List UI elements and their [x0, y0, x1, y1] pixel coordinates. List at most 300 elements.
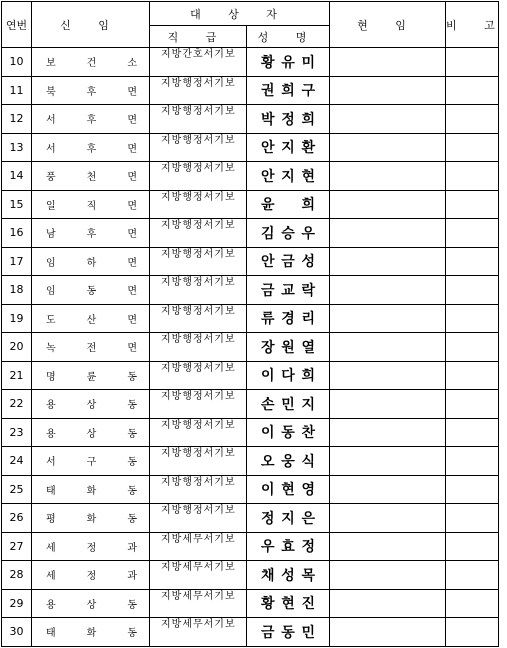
text-char: 지	[301, 396, 315, 413]
table-row	[2, 133, 499, 162]
header-remarks: 비 고	[446, 2, 499, 48]
name-cell	[247, 162, 330, 191]
name-cell	[247, 447, 330, 476]
current-post-cell	[330, 190, 446, 219]
name-cell	[247, 390, 330, 419]
text-char: 동	[281, 624, 295, 641]
remarks-cell	[446, 532, 499, 561]
text-char: 효	[281, 539, 295, 556]
remarks-cell	[446, 333, 499, 362]
text-char: 동	[127, 599, 137, 611]
grade-cell	[150, 561, 247, 590]
text-char: 정	[86, 542, 97, 554]
grade-cell	[150, 333, 247, 362]
spaced-text	[32, 510, 149, 525]
grade-cell	[150, 589, 247, 618]
grade-cell	[150, 447, 247, 476]
current-post-cell	[330, 276, 446, 305]
grade-cell	[150, 276, 247, 305]
remarks-cell	[446, 276, 499, 305]
text-char: 리	[301, 311, 315, 328]
text-char: 희	[301, 368, 315, 385]
text-char: 승	[281, 225, 295, 242]
name-cell	[247, 532, 330, 561]
grade-cell	[150, 361, 247, 390]
name-cell	[247, 133, 330, 162]
text-char: 성	[301, 254, 315, 271]
grade-text: 지방행정서기보	[161, 448, 236, 459]
row-number: 23	[2, 418, 32, 447]
row-number: 22	[2, 390, 32, 419]
name-cell	[247, 618, 330, 647]
current-post-cell	[330, 418, 446, 447]
table-row	[2, 532, 499, 561]
new-post-cell	[32, 276, 150, 305]
new-post-cell	[32, 219, 150, 248]
grade-cell	[150, 133, 247, 162]
row-number: 11	[2, 76, 32, 105]
spaced-text	[247, 565, 329, 585]
text-char: 면	[127, 343, 137, 355]
current-post-cell	[330, 105, 446, 134]
grade-cell	[150, 247, 247, 276]
roster-body	[2, 48, 499, 647]
text-char: 구	[301, 83, 315, 100]
text-char: 영	[301, 482, 315, 499]
text-char: 후	[86, 143, 97, 155]
text-char: 환	[301, 140, 315, 157]
grade-cell	[150, 504, 247, 533]
text-char: 지	[281, 140, 295, 157]
remarks-cell	[446, 190, 499, 219]
text-char: 권	[261, 83, 275, 100]
text-char: 서	[46, 115, 56, 127]
current-post-cell	[330, 618, 446, 647]
text-char: 희	[301, 111, 315, 128]
text-char: 원	[281, 339, 295, 356]
name-cell	[247, 276, 330, 305]
spaced-text	[247, 166, 329, 186]
row-number: 28	[2, 561, 32, 590]
text-char: 희	[301, 197, 315, 214]
spaced-text	[32, 311, 149, 326]
table-row	[2, 105, 499, 134]
new-post-cell	[32, 304, 150, 333]
text-char: 동	[127, 457, 137, 469]
text-char: 김	[261, 225, 275, 242]
name-cell	[247, 504, 330, 533]
row-number: 29	[2, 589, 32, 618]
spaced-text	[247, 508, 329, 528]
new-post-cell	[32, 418, 150, 447]
spaced-text	[32, 539, 149, 554]
table-row	[2, 475, 499, 504]
new-post-cell	[32, 247, 150, 276]
name-cell	[247, 76, 330, 105]
text-char: 류	[261, 311, 275, 328]
text-char: 동	[127, 514, 137, 526]
text-char: 산	[86, 314, 97, 326]
text-char: 전	[86, 343, 97, 355]
grade-text: 지방행정서기보	[161, 362, 236, 374]
text-char: 락	[301, 282, 315, 299]
name-cell	[247, 418, 330, 447]
spaced-text	[32, 624, 149, 639]
table-row	[2, 361, 499, 390]
table-row	[2, 333, 499, 362]
text-char: 면	[127, 314, 137, 326]
row-number: 17	[2, 247, 32, 276]
row-number: 14	[2, 162, 32, 191]
header-grade: 직 급	[150, 26, 247, 48]
spaced-text	[32, 140, 149, 155]
remarks-cell	[446, 361, 499, 390]
current-post-cell	[330, 361, 446, 390]
text-char: 황	[261, 596, 275, 613]
text-char: 보	[46, 58, 56, 70]
text-char: 진	[301, 596, 315, 613]
text-char: 륜	[86, 371, 97, 383]
grade-text: 지방행정서기보	[161, 305, 236, 317]
spaced-text	[247, 622, 329, 642]
text-char: 면	[127, 200, 137, 212]
spaced-text	[32, 567, 149, 582]
text-char: 면	[127, 143, 137, 155]
row-number: 10	[2, 48, 32, 77]
name-cell	[247, 333, 330, 362]
grade-cell	[150, 532, 247, 561]
grade-text: 지방세무서기보	[161, 562, 236, 573]
spaced-text	[32, 254, 149, 269]
text-char: 목	[301, 567, 315, 584]
grade-text: 지방행정서기보	[161, 248, 236, 260]
name-cell	[247, 247, 330, 276]
row-number: 16	[2, 219, 32, 248]
current-post-cell	[330, 390, 446, 419]
personnel-table	[1, 1, 507, 647]
grade-text: 지방행정서기보	[161, 191, 236, 203]
text-char: 채	[261, 567, 275, 584]
table-row	[2, 304, 499, 333]
current-post-cell	[330, 589, 446, 618]
text-char: 명	[46, 371, 56, 383]
grade-cell	[150, 190, 247, 219]
table-row	[2, 48, 499, 77]
table-row	[2, 504, 499, 533]
text-char: 성	[281, 567, 295, 584]
name-cell	[247, 561, 330, 590]
text-char: 식	[301, 453, 315, 470]
text-char: 과	[127, 542, 137, 554]
text-char: 현	[281, 482, 295, 499]
grade-text: 지방행정서기보	[161, 277, 236, 288]
text-char: 은	[301, 510, 315, 527]
text-char: 임	[46, 286, 56, 298]
spaced-text	[247, 137, 329, 157]
grade-cell	[150, 105, 247, 134]
text-char: 이	[261, 425, 275, 442]
name-cell	[247, 105, 330, 134]
spaced-text	[247, 194, 329, 214]
row-number: 12	[2, 105, 32, 134]
text-char: 민	[301, 624, 315, 641]
spaced-text	[247, 394, 329, 414]
new-post-cell	[32, 48, 150, 77]
current-post-cell	[330, 247, 446, 276]
grade-text: 지방행정서기보	[161, 220, 236, 231]
text-char: 동	[127, 371, 137, 383]
grade-cell	[150, 48, 247, 77]
text-char: 소	[127, 58, 137, 70]
text-char: 안	[261, 168, 275, 185]
name-cell	[247, 589, 330, 618]
new-post-cell	[32, 105, 150, 134]
spaced-text	[32, 368, 149, 383]
text-char: 건	[86, 58, 97, 70]
spaced-text	[247, 280, 329, 300]
row-number: 26	[2, 504, 32, 533]
spaced-text	[32, 197, 149, 212]
text-char: 손	[261, 396, 275, 413]
text-char: 용	[46, 599, 56, 611]
new-post-cell	[32, 133, 150, 162]
current-post-cell	[330, 561, 446, 590]
header-new-post: 신 임	[32, 2, 150, 48]
grade-text: 지방행정서기보	[161, 106, 236, 117]
remarks-cell	[446, 618, 499, 647]
text-char: 동	[86, 286, 97, 298]
new-post-cell	[32, 504, 150, 533]
text-char: 북	[46, 86, 56, 98]
grade-text: 지방행정서기보	[161, 334, 236, 345]
text-char: 유	[281, 54, 295, 71]
header-target: 대 상 자	[150, 2, 330, 26]
new-post-cell	[32, 447, 150, 476]
table-row	[2, 390, 499, 419]
text-char: 정	[301, 539, 315, 556]
grade-text: 지방행정서기보	[161, 419, 236, 431]
text-char: 열	[301, 339, 315, 356]
text-char: 임	[46, 257, 56, 269]
grade-cell	[150, 219, 247, 248]
spaced-text	[32, 225, 149, 240]
text-char: 윤	[261, 197, 275, 214]
remarks-cell	[446, 304, 499, 333]
current-post-cell	[330, 76, 446, 105]
text-char: 금	[261, 624, 275, 641]
spaced-text	[32, 453, 149, 468]
row-number: 13	[2, 133, 32, 162]
spaced-text	[247, 251, 329, 271]
text-char: 하	[86, 257, 97, 269]
name-cell	[247, 304, 330, 333]
grade-text: 지방행정서기보	[161, 505, 236, 516]
text-char: 이	[261, 482, 275, 499]
text-char: 풍	[46, 172, 56, 184]
grade-text: 지방세무서기보	[161, 533, 236, 545]
new-post-cell	[32, 475, 150, 504]
text-char: 정	[281, 111, 295, 128]
current-post-cell	[330, 304, 446, 333]
text-char: 평	[46, 514, 56, 526]
name-cell	[247, 475, 330, 504]
text-char: 지	[281, 510, 295, 527]
text-char: 상	[86, 428, 97, 440]
grade-text: 지방세무서기보	[161, 619, 236, 630]
remarks-cell	[446, 418, 499, 447]
remarks-cell	[446, 504, 499, 533]
remarks-cell	[446, 162, 499, 191]
grade-cell	[150, 304, 247, 333]
text-char: 서	[46, 457, 56, 469]
text-char: 직	[86, 200, 97, 212]
text-char: 박	[261, 111, 275, 128]
current-post-cell	[330, 48, 446, 77]
spaced-text	[247, 308, 329, 328]
table-row	[2, 219, 499, 248]
spaced-text	[247, 536, 329, 556]
text-char: 구	[86, 457, 97, 469]
grade-cell	[150, 76, 247, 105]
text-char: 정	[261, 510, 275, 527]
text-char: 화	[86, 485, 97, 497]
spaced-text	[32, 339, 149, 354]
new-post-cell	[32, 561, 150, 590]
grade-text: 지방행정서기보	[161, 77, 236, 89]
spaced-text	[32, 54, 149, 69]
current-post-cell	[330, 532, 446, 561]
text-char: 금	[281, 254, 295, 271]
grade-cell	[150, 475, 247, 504]
spaced-text	[32, 425, 149, 440]
new-post-cell	[32, 76, 150, 105]
text-char: 동	[127, 428, 137, 440]
text-char: 천	[86, 172, 97, 184]
text-char: 우	[301, 225, 315, 242]
spaced-text	[32, 596, 149, 611]
name-cell	[247, 48, 330, 77]
row-number: 20	[2, 333, 32, 362]
text-char: 면	[127, 86, 137, 98]
table-row	[2, 162, 499, 191]
header-current-post: 현 임	[330, 2, 446, 48]
name-cell	[247, 361, 330, 390]
text-char: 오	[261, 453, 275, 470]
spaced-text	[32, 282, 149, 297]
text-char: 면	[127, 257, 137, 269]
spaced-text	[247, 479, 329, 499]
current-post-cell	[330, 504, 446, 533]
row-number: 30	[2, 618, 32, 647]
text-char: 용	[46, 428, 56, 440]
row-number: 18	[2, 276, 32, 305]
row-number: 19	[2, 304, 32, 333]
text-char: 면	[127, 172, 137, 184]
text-char: 세	[46, 542, 56, 554]
row-number: 21	[2, 361, 32, 390]
text-char: 교	[281, 282, 295, 299]
text-char: 민	[281, 396, 295, 413]
spaced-text	[32, 396, 149, 411]
spaced-text	[32, 111, 149, 126]
new-post-cell	[32, 589, 150, 618]
table-row	[2, 447, 499, 476]
text-char: 지	[281, 168, 295, 185]
text-char: 희	[281, 83, 295, 100]
remarks-cell	[446, 390, 499, 419]
text-char: 우	[261, 539, 275, 556]
table-row	[2, 190, 499, 219]
text-char: 화	[86, 628, 97, 640]
new-post-cell	[32, 333, 150, 362]
current-post-cell	[330, 447, 446, 476]
text-char: 녹	[46, 343, 56, 355]
spaced-text	[247, 593, 329, 613]
table-row	[2, 561, 499, 590]
new-post-cell	[32, 162, 150, 191]
text-char: 이	[261, 368, 275, 385]
spaced-text	[247, 80, 329, 100]
table-row	[2, 418, 499, 447]
text-char: 안	[261, 140, 275, 157]
text-char: 용	[46, 400, 56, 412]
text-char: 웅	[281, 453, 295, 470]
grade-text: 지방행정서기보	[161, 476, 236, 488]
text-char: 서	[46, 143, 56, 155]
text-char: 경	[281, 311, 295, 328]
text-char: 태	[46, 628, 56, 640]
new-post-cell	[32, 190, 150, 219]
table-row	[2, 247, 499, 276]
grade-text: 지방행정서기보	[161, 134, 236, 146]
spaced-text	[32, 83, 149, 98]
text-char: 현	[301, 168, 315, 185]
text-char: 세	[46, 571, 56, 583]
current-post-cell	[330, 219, 446, 248]
row-number: 15	[2, 190, 32, 219]
grade-text: 지방행정서기보	[161, 163, 236, 174]
remarks-cell	[446, 48, 499, 77]
text-char: 동	[127, 485, 137, 497]
text-char: 화	[86, 514, 97, 526]
remarks-cell	[446, 76, 499, 105]
text-char: 면	[127, 229, 137, 241]
text-char: 남	[46, 229, 56, 241]
row-number: 24	[2, 447, 32, 476]
text-char: 안	[261, 254, 275, 271]
new-post-cell	[32, 618, 150, 647]
text-char: 후	[86, 86, 97, 98]
spaced-text	[247, 451, 329, 471]
text-char: 후	[86, 115, 97, 127]
text-char: 일	[46, 200, 56, 212]
remarks-cell	[446, 589, 499, 618]
table-row	[2, 76, 499, 105]
table-row	[2, 618, 499, 647]
remarks-cell	[446, 561, 499, 590]
spaced-text	[32, 168, 149, 183]
grade-cell	[150, 418, 247, 447]
text-char: 현	[281, 596, 295, 613]
text-char: 과	[127, 571, 137, 583]
text-char: 정	[86, 571, 97, 583]
text-char: 금	[261, 282, 275, 299]
remarks-cell	[446, 247, 499, 276]
new-post-cell	[32, 361, 150, 390]
text-char: 동	[127, 628, 137, 640]
remarks-cell	[446, 105, 499, 134]
header-no: 연번	[2, 2, 32, 48]
